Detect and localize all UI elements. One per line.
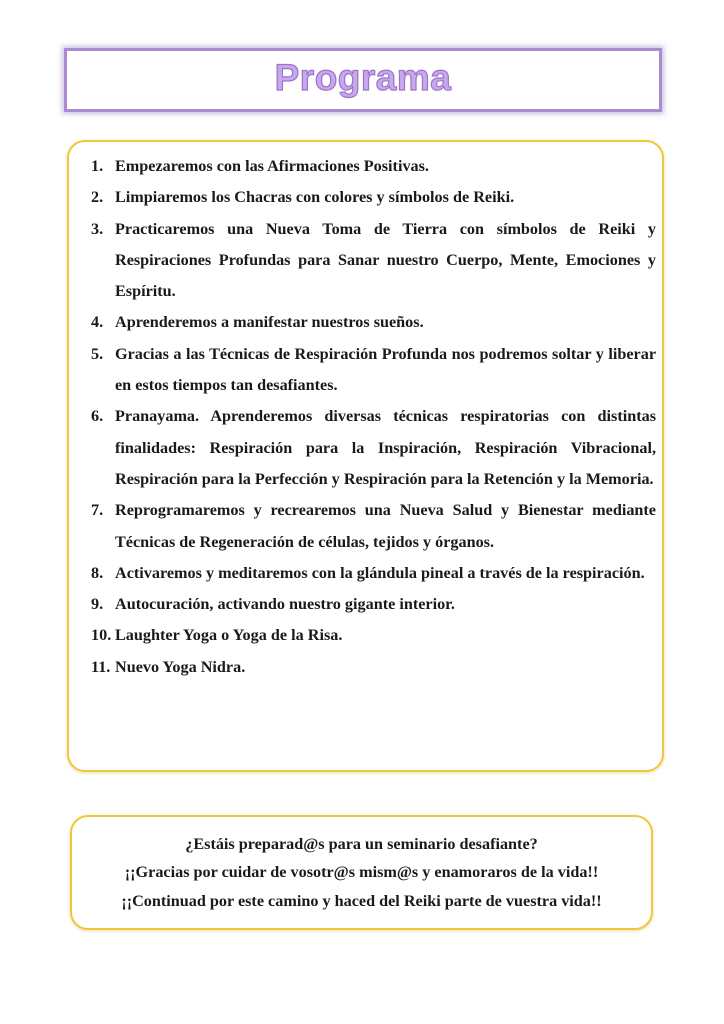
list-item [91,495,656,558]
list-item [91,307,656,338]
page-title: Programa [274,57,452,98]
item-number: 2. [91,188,104,207]
item-text: Practicaremos una Nueva Toma de Tierra con símbolos de Reiki y Respiraciones Profundas para Sanar nuestro Cuerpo, Mente, Emociones y Espíritu. [115,219,656,301]
list-item [91,182,656,213]
list-item [91,620,656,651]
list-item [91,589,656,620]
closing-line: ¡¡Gracias por cuidar de vosotr@s mism@s y enamoraros de la vida!! [124,863,599,882]
item-number: 8. [91,563,104,582]
item-text: Pranayama. Aprenderemos diversas técnicas respiratorias con distintas finalidades: Respiración para la Inspiración, Respiración Vibracional, Respiración para la Perfección y Respiración para la Retención y la Memoria. [115,407,656,488]
item-number: 1. [91,157,104,175]
list-item [91,339,656,402]
program-list [91,151,656,683]
list-item [91,151,656,182]
item-number: 6. [91,407,104,426]
item-text: Empezaremos con las Afirmaciones Positivas. [115,157,429,175]
list-item [91,401,656,495]
item-number: 11. [91,657,111,676]
list-item [91,652,656,683]
title-banner [64,48,662,112]
item-number: 3. [91,219,104,238]
item-number: 4. [91,313,104,332]
item-text: Aprenderemos a manifestar nuestros sueños. [115,313,424,332]
item-text: Gracias a las Técnicas de Respiración Profunda nos podremos soltar y liberar en estos tiempos tan desafiantes. [115,344,656,395]
item-text: Activaremos y meditaremos con la glándula pineal a través de la respiración. [115,563,645,582]
item-number: 10. [91,626,112,645]
item-number: 5. [91,344,104,363]
closing-line: ¿Estáis preparad@s para un seminario desafiante? [185,834,538,853]
item-text: Autocuración, activando nuestro gigante interior. [115,595,455,614]
list-item [91,558,656,589]
item-text: Reprogramaremos y recrearemos una Nueva Salud y Bienestar mediante Técnicas de Regeneración de células, tejidos y órganos. [115,501,656,551]
program-list-box [67,140,664,772]
closing-line: ¡¡Continuad por este camino y haced del Reiki parte de vuestra vida!! [121,891,602,910]
item-number: 9. [91,595,104,614]
list-item [91,214,656,308]
closing-message-box [70,815,653,930]
item-text: Nuevo Yoga Nidra. [115,657,246,676]
item-number: 7. [91,501,104,520]
item-text: Limpiaremos los Chacras con colores y símbolos de Reiki. [115,188,515,207]
item-text: Laughter Yoga o Yoga de la Risa. [115,626,343,645]
